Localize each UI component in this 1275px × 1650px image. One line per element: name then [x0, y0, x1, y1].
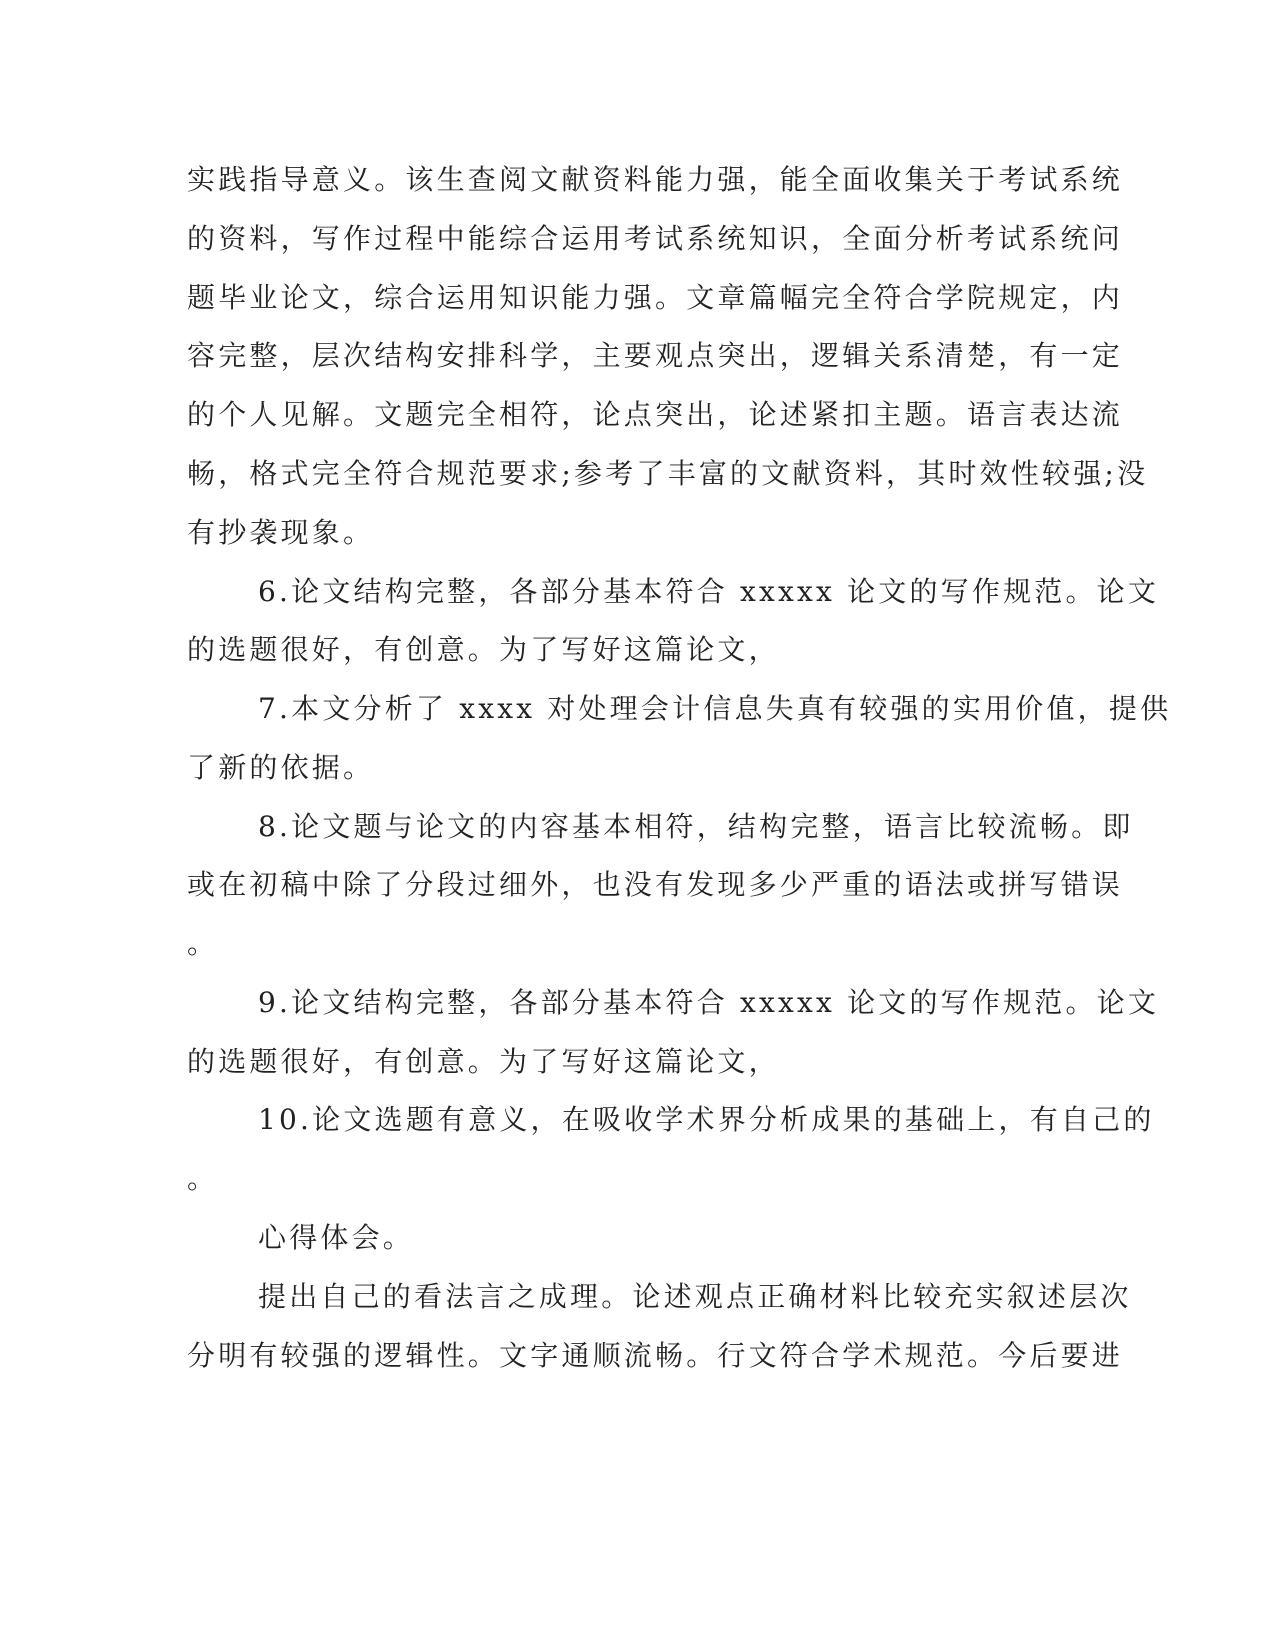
text-line: 6.论文结构完整，各部分基本符合 xxxxx 论文的写作规范。论文 [258, 575, 1160, 608]
text-line: 心得体会。 [258, 1221, 415, 1254]
text-line: 的个人见解。文题完全相符，论点突出，论述紧扣主题。语言表达流 [187, 398, 1124, 431]
text-line: 。 [187, 1162, 219, 1195]
text-line: 。 [187, 927, 219, 960]
text-line: 8.论文题与论文的内容基本相符，结构完整，语言比较流畅。即 [258, 810, 1134, 843]
text-line: 提出自己的看法言之成理。论述观点正确材料比较充实叙述层次 [258, 1280, 1132, 1313]
text-line: 实践指导意义。该生查阅文献资料能力强，能全面收集关于考试系统 [187, 163, 1124, 196]
text-line: 9.论文结构完整，各部分基本符合 xxxxx 论文的写作规范。论文 [258, 986, 1160, 1019]
text-line: 畅，格式完全符合规范要求;参考了丰富的文献资料，其时效性较强;没 [187, 457, 1149, 490]
text-line: 容完整，层次结构安排科学，主要观点突出，逻辑关系清楚，有一定 [187, 339, 1124, 372]
text-line: 分明有较强的逻辑性。文字通顺流畅。行文符合学术规范。今后要进 [187, 1339, 1124, 1372]
text-line: 题毕业论文，综合运用知识能力强。文章篇幅完全符合学院规定，内 [187, 281, 1124, 314]
text-line: 的选题很好，有创意。为了写好这篇论文， [187, 633, 780, 666]
text-line: 7.本文分析了 xxxx 对处理会计信息失真有较强的实用价值，提供 [258, 692, 1172, 725]
text-line: 的资料，写作过程中能综合运用考试系统知识，全面分析考试系统问 [187, 222, 1124, 255]
text-line: 有抄袭现象。 [187, 516, 375, 549]
text-line: 了新的依据。 [187, 751, 375, 784]
text-line: 10.论文选题有意义，在吸收学术界分析成果的基础上，有自己的 [258, 1103, 1155, 1136]
text-line: 或在初稿中除了分段过细外，也没有发现多少严重的语法或拼写错误 [187, 868, 1124, 901]
text-line: 的选题很好，有创意。为了写好这篇论文， [187, 1045, 780, 1078]
